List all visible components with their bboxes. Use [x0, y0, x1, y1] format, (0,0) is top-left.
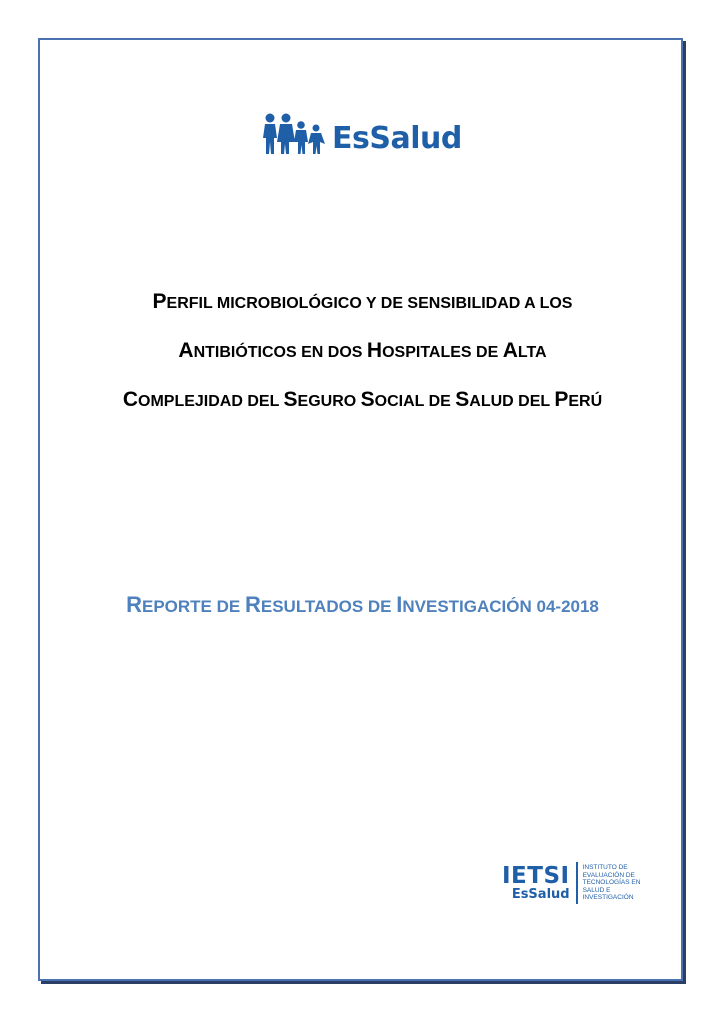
ietsi-desc-line: SALUD E — [582, 886, 611, 894]
essalud-logo — [262, 112, 462, 156]
ietsi-logo — [502, 862, 645, 904]
document-title — [40, 290, 685, 437]
ietsi-desc-line: TECNOLOGÍAS EN — [582, 879, 641, 887]
page-border — [38, 38, 683, 981]
ietsi-sub: EsSalud — [511, 886, 570, 902]
brand-name: EsSalud — [332, 121, 462, 156]
family-icon — [262, 112, 328, 156]
ietsi-desc-line: INVESTIGACIÓN — [582, 894, 634, 902]
ietsi-desc-line: EVALUACIÓN DE — [582, 871, 635, 879]
title-line-2: ANTIBIÓTICOS EN DOS HOSPITALES DE ALTA — [178, 339, 547, 362]
ietsi-desc-line: INSTITUTO DE — [582, 864, 628, 872]
ietsi-name: IETSI — [502, 862, 570, 889]
ietsi-description — [578, 864, 645, 902]
title-line-3: COMPLEJIDAD DEL SEGURO SOCIAL DE SALUD DEL PERÚ — [122, 388, 603, 411]
ietsi-wordmark — [502, 862, 578, 904]
report-subtitle: REPORTE DE RESULTADOS DE INVESTIGACIÓN 04-2018 — [126, 592, 599, 617]
title-line-1: PERFIL MICROBIOLÓGICO Y DE SENSIBILIDAD A LOS — [152, 290, 573, 313]
